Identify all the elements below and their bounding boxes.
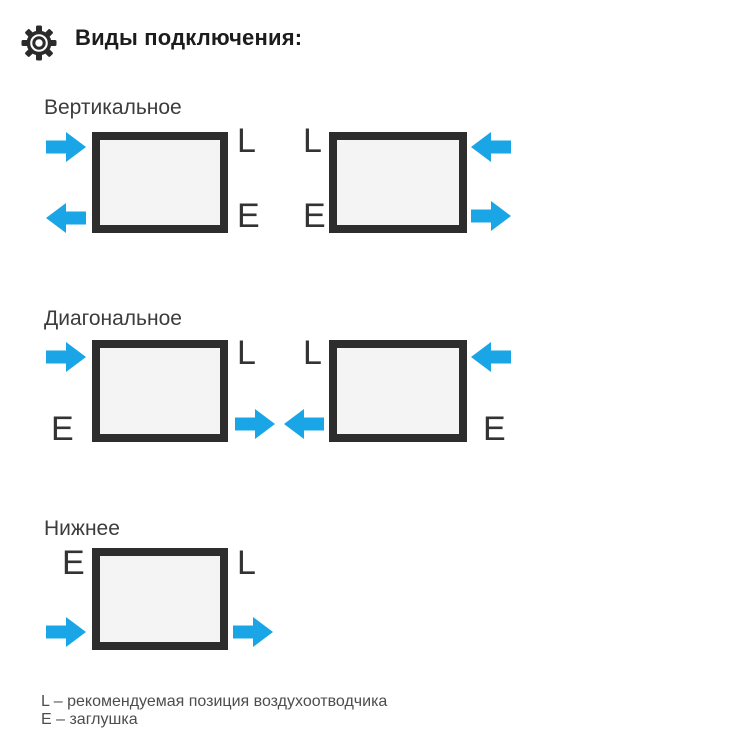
radiator-box xyxy=(92,548,228,650)
air-vent-label: L xyxy=(237,122,256,160)
plug-label: E xyxy=(483,410,506,448)
plug-label: E xyxy=(62,544,85,582)
legend-plug: E – заглушка xyxy=(41,711,138,728)
radiator-box xyxy=(92,340,228,442)
air-vent-label: L xyxy=(237,544,256,582)
arrow-right-icon xyxy=(233,617,273,647)
page-title: Виды подключения: xyxy=(75,25,303,50)
arrow-right-icon xyxy=(46,617,86,647)
air-vent-label: L xyxy=(303,334,322,372)
air-vent-label: L xyxy=(303,122,322,160)
radiator-box xyxy=(329,340,467,442)
arrow-right-icon xyxy=(471,201,511,231)
arrow-left-icon xyxy=(471,132,511,162)
section-label-vertical: Вертикальное xyxy=(44,96,182,119)
arrow-right-icon xyxy=(46,132,86,162)
arrow-left-icon xyxy=(284,409,324,439)
plug-label: E xyxy=(237,197,260,235)
plug-label: E xyxy=(51,410,74,448)
arrow-right-icon xyxy=(235,409,275,439)
section-label-bottom: Нижнее xyxy=(44,517,120,540)
radiator-box xyxy=(92,132,228,233)
plug-label: E xyxy=(303,197,326,235)
air-vent-label: L xyxy=(237,334,256,372)
legend-air-vent: L – рекомендуемая позиция воздухоотводчика xyxy=(41,693,388,710)
arrow-left-icon xyxy=(471,342,511,372)
radiator-box xyxy=(329,132,467,233)
gear-icon xyxy=(20,24,58,62)
arrow-left-icon xyxy=(46,203,86,233)
arrow-right-icon xyxy=(46,342,86,372)
section-label-diagonal: Диагональное xyxy=(44,307,182,330)
